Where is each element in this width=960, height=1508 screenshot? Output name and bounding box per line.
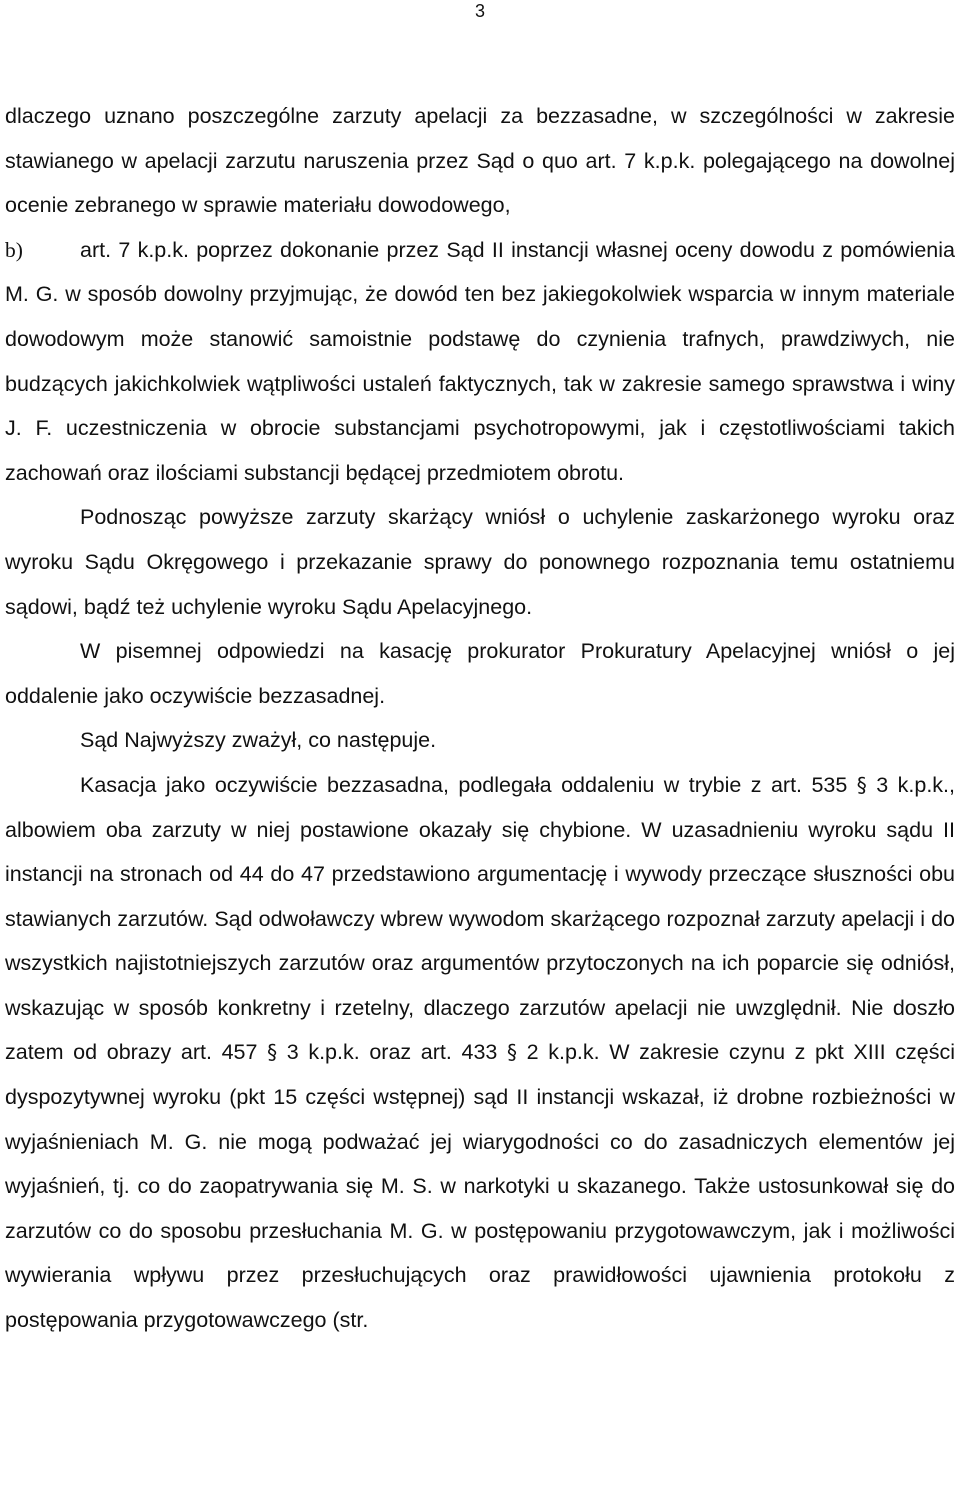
section-sign-1: §	[856, 772, 867, 797]
paragraph-5: Sąd Najwyższy zważył, co następuje.	[80, 728, 437, 753]
paragraph-6-part-b: 3 k.p.k., albowiem oba zarzuty w niej postawione okazały się chybione. W uzasadnieniu wyroku sądu II instancji na stronach od 44 do 47 przedstawiono argumentację i wywody przeczące słuszności obu stawianych zarzutów. Sąd odwoławczy wbrew wywodom skarżącego rozpoznał zarzuty apelacji i do wszystkich najistotniejszych zarzutów oraz argumentów przytoczonych na ich poparcie się odniósł, wskazując w sposób konkretny i rzetelny, dlaczego zarzutów apelacji nie uwzględnił. Nie doszło zatem od obrazy art. 457	[5, 772, 955, 1065]
paragraph-6	[5, 763, 955, 1343]
paragraph-6-part-d: 2 k.p.k. W zakresie czynu z pkt XIII części dyspozytywnej wyroku (pkt 15 części wstępnej) sąd II instancji wskazał, iż drobne rozbieżności w wyjaśnieniach M. G. nie mogą podważać jej wiarygodności co do zasadniczych elementów jej wyjaśnień, tj. co do zaopatrywania się M. S. w narkotyki u skazanego. Także ustosunkował się do zarzutów co do sposobu przesłuchania M. G. w postępowaniu przygotowawczym, jak i możliwości wywierania wpływu przez przesłuchujących oraz prawidłowości ujawnienia protokołu z postępowania przygotowawczego (str.	[5, 1040, 955, 1333]
section-sign-3: §	[507, 1040, 518, 1065]
section-sign-2: §	[267, 1040, 278, 1065]
page-number: 3	[474, 1, 485, 21]
paragraph-3: Podnosząc powyższe zarzuty skarżący wniósł o uchylenie zaskarżonego wyroku oraz wyroku Sądu Okręgowego i przekazanie sprawy do ponownego rozpoznania temu ostatniemu sądowi, bądź też uchylenie wyroku Sądu Apelacyjnego.	[5, 505, 955, 619]
paragraph-4: W pisemnej odpowiedzi na kasację prokurator Prokuratury Apelacyjnej wniósł o jej oddalenie jako oczywiście bezzasadnej.	[5, 639, 955, 708]
paragraph-6-part-a: Kasacja jako oczywiście bezzasadna, podlegała oddaleniu w trybie z art. 535	[80, 772, 857, 797]
paragraph-6-part-c: 3 k.p.k. oraz art. 433	[277, 1040, 508, 1065]
paragraph-2	[5, 228, 955, 496]
paragraph-1: dlaczego uznano poszczególne zarzuty apelacji za bezzasadne, w szczególności w zakresie stawianego w apelacji zarzutu naruszenia przez Sąd o quo art. 7 k.p.k. polegającego na dowolnej ocenie zebranego w sprawie materiału dowodowego,	[5, 104, 955, 218]
list-marker-b: b)	[5, 237, 23, 262]
document-body	[5, 94, 955, 1343]
paragraph-2-text: art. 7 k.p.k. poprzez dokonanie przez Sąd II instancji własnej oceny dowodu z pomówienia M. G. w sposób dowolny przyjmując, że dowód ten bez jakiegokolwiek wsparcia w innym materiale dowodowym może stanowić samoistnie podstawę do czynienia trafnych, prawdziwych, nie budzących jakichkolwiek wątpliwości ustaleń faktycznych, tak w zakresie samego sprawstwa i winy J. F. uczestniczenia w obrocie substancjami psychotropowymi, jak i częstotliwościami takich zachowań oraz ilościami substancji będącej przedmiotem obrotu.	[5, 237, 955, 485]
